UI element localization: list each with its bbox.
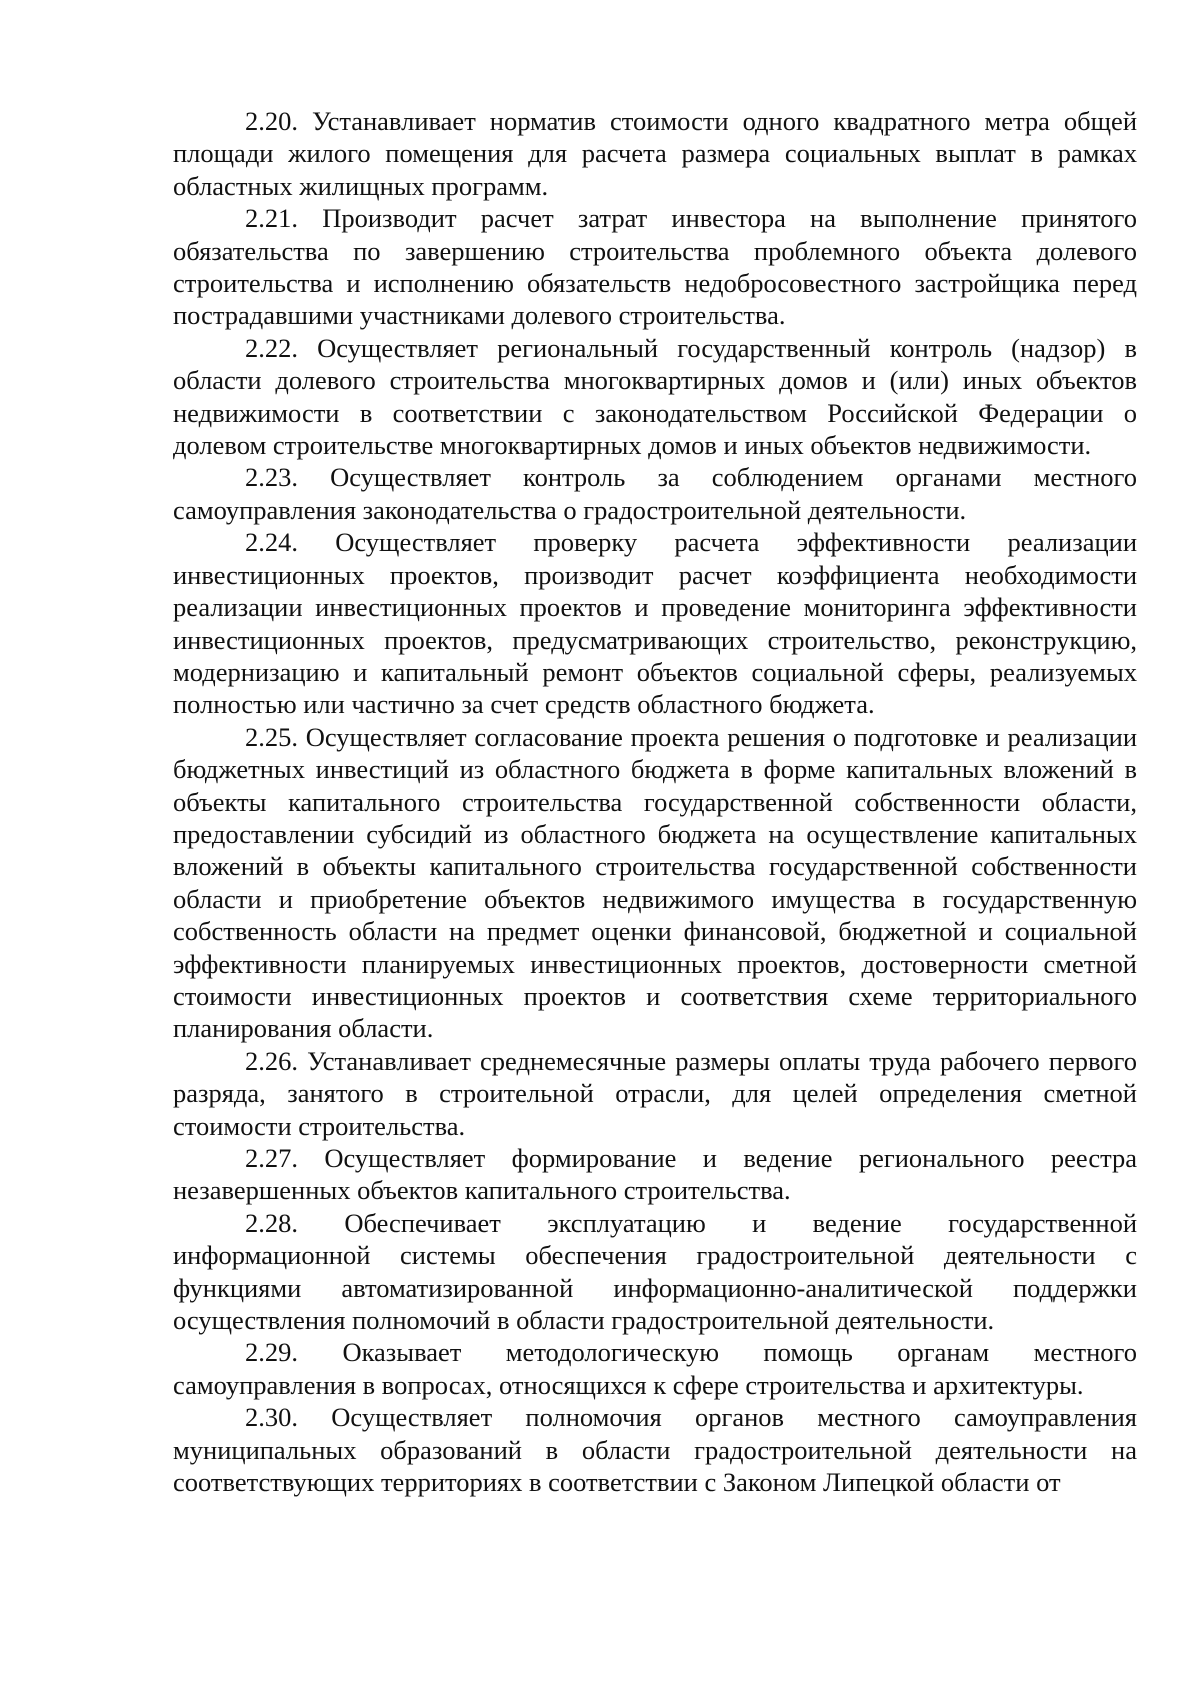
paragraph-number: 2.24. <box>245 527 298 558</box>
paragraph-text: Осуществляет согласование проекта решения о подготовке и реализации бюджетных инвестиций из областного бюджета в форме капитальных вложений в объекты капитального строительства государственной собственности области, предоставлении субсидий из областного бюджета на осуществление капитальных вложений в объекты капитального строительства государственной собственности области и приобретение объектов недвижимого имущества в государственную собственность области на предмет оценки финансовой, бюджетной и социальной эффективности планируемых инвестиционных проектов, достоверности сметной стоимости инвестиционных проектов и соответствия схеме территориального планирования области. <box>173 721 1138 1044</box>
paragraph-number: 2.27. <box>245 1143 298 1173</box>
paragraph-2-26 <box>173 1045 1137 1142</box>
paragraph-text: Обеспечивает эксплуатацию и ведение государственной информационной системы обеспечения градостроительной деятельности с функциями автоматизированной информационно-аналитической поддержки осуществления полномочий в области градостроительной деятельности. <box>173 1207 1138 1336</box>
paragraph-2-25 <box>173 721 1137 1045</box>
paragraph-text: Производит расчет затрат инвестора на выполнение принятого обязательства по завершению строительства проблемного объекта долевого строительства и исполнению обязательств недобросовестного застройщика перед пострадавшими участниками долевого строительства. <box>173 203 1137 331</box>
paragraph-number: 2.23. <box>245 462 298 493</box>
paragraph-2-23 <box>173 461 1137 526</box>
paragraph-number: 2.22. <box>245 332 298 363</box>
paragraph-text: Осуществляет региональный государственный контроль (надзор) в области долевого строительства многоквартирных домов и (или) иных объектов недвижимости в соответствии с законодательством Российской Федерации о долевом строительстве многоквартирных домов и иных объектов недвижимости. <box>173 332 1138 461</box>
paragraph-text: Устанавливает среднемесячные размеры оплаты труда рабочего первого разряда, занятого в строительной отрасли, для целей определения сметной стоимости строительства. <box>173 1045 1137 1141</box>
paragraph-text: Оказывает методологическую помощь органам местного самоуправления в вопросах, относящихся к сфере строительства и архитектуры. <box>173 1337 1137 1400</box>
paragraph-2-29 <box>173 1336 1137 1401</box>
paragraph-number: 2.30. <box>245 1402 298 1433</box>
paragraph-2-24 <box>173 526 1137 720</box>
paragraph-2-21 <box>173 202 1137 332</box>
paragraph-text: Осуществляет проверку расчета эффективности реализации инвестиционных проектов, производит расчет коэффициента необходимости реализации инвестиционных проектов и проведение мониторинга эффективности инвестиционных проектов, предусматривающих строительство, реконструкцию, модернизацию и капитальный ремонт объектов социальной сферы, реализуемых полностью или частично за счет средств областного бюджета. <box>173 527 1137 720</box>
paragraph-text: Устанавливает норматив стоимости одного квадратного метра общей площади жилого помещения для расчета размера социальных выплат в рамках областных жилищных программ. <box>173 106 1137 201</box>
paragraph-2-28 <box>173 1207 1137 1337</box>
paragraph-2-20 <box>173 105 1137 202</box>
paragraph-2-27 <box>173 1142 1137 1207</box>
paragraph-number: 2.25. <box>245 721 298 752</box>
paragraph-number: 2.20. <box>245 106 298 136</box>
paragraph-2-30 <box>173 1401 1137 1498</box>
paragraph-number: 2.28. <box>245 1207 298 1238</box>
paragraph-text: Осуществляет формирование и ведение регионального реестра незавершенных объектов капитального строительства. <box>173 1143 1137 1206</box>
paragraph-text: Осуществляет полномочия органов местного самоуправления муниципальных образований в области градостроительной деятельности на соответствующих территориях в соответствии с Законом Липецкой области от <box>173 1402 1137 1498</box>
paragraph-2-22 <box>173 332 1137 462</box>
paragraph-number: 2.29. <box>245 1337 298 1368</box>
document-page <box>173 105 1137 1498</box>
paragraph-text: Осуществляет контроль за соблюдением органами местного самоуправления законодательства о градостроительной деятельности. <box>173 462 1138 525</box>
paragraph-number: 2.26. <box>245 1045 298 1076</box>
paragraph-number: 2.21. <box>245 203 298 234</box>
